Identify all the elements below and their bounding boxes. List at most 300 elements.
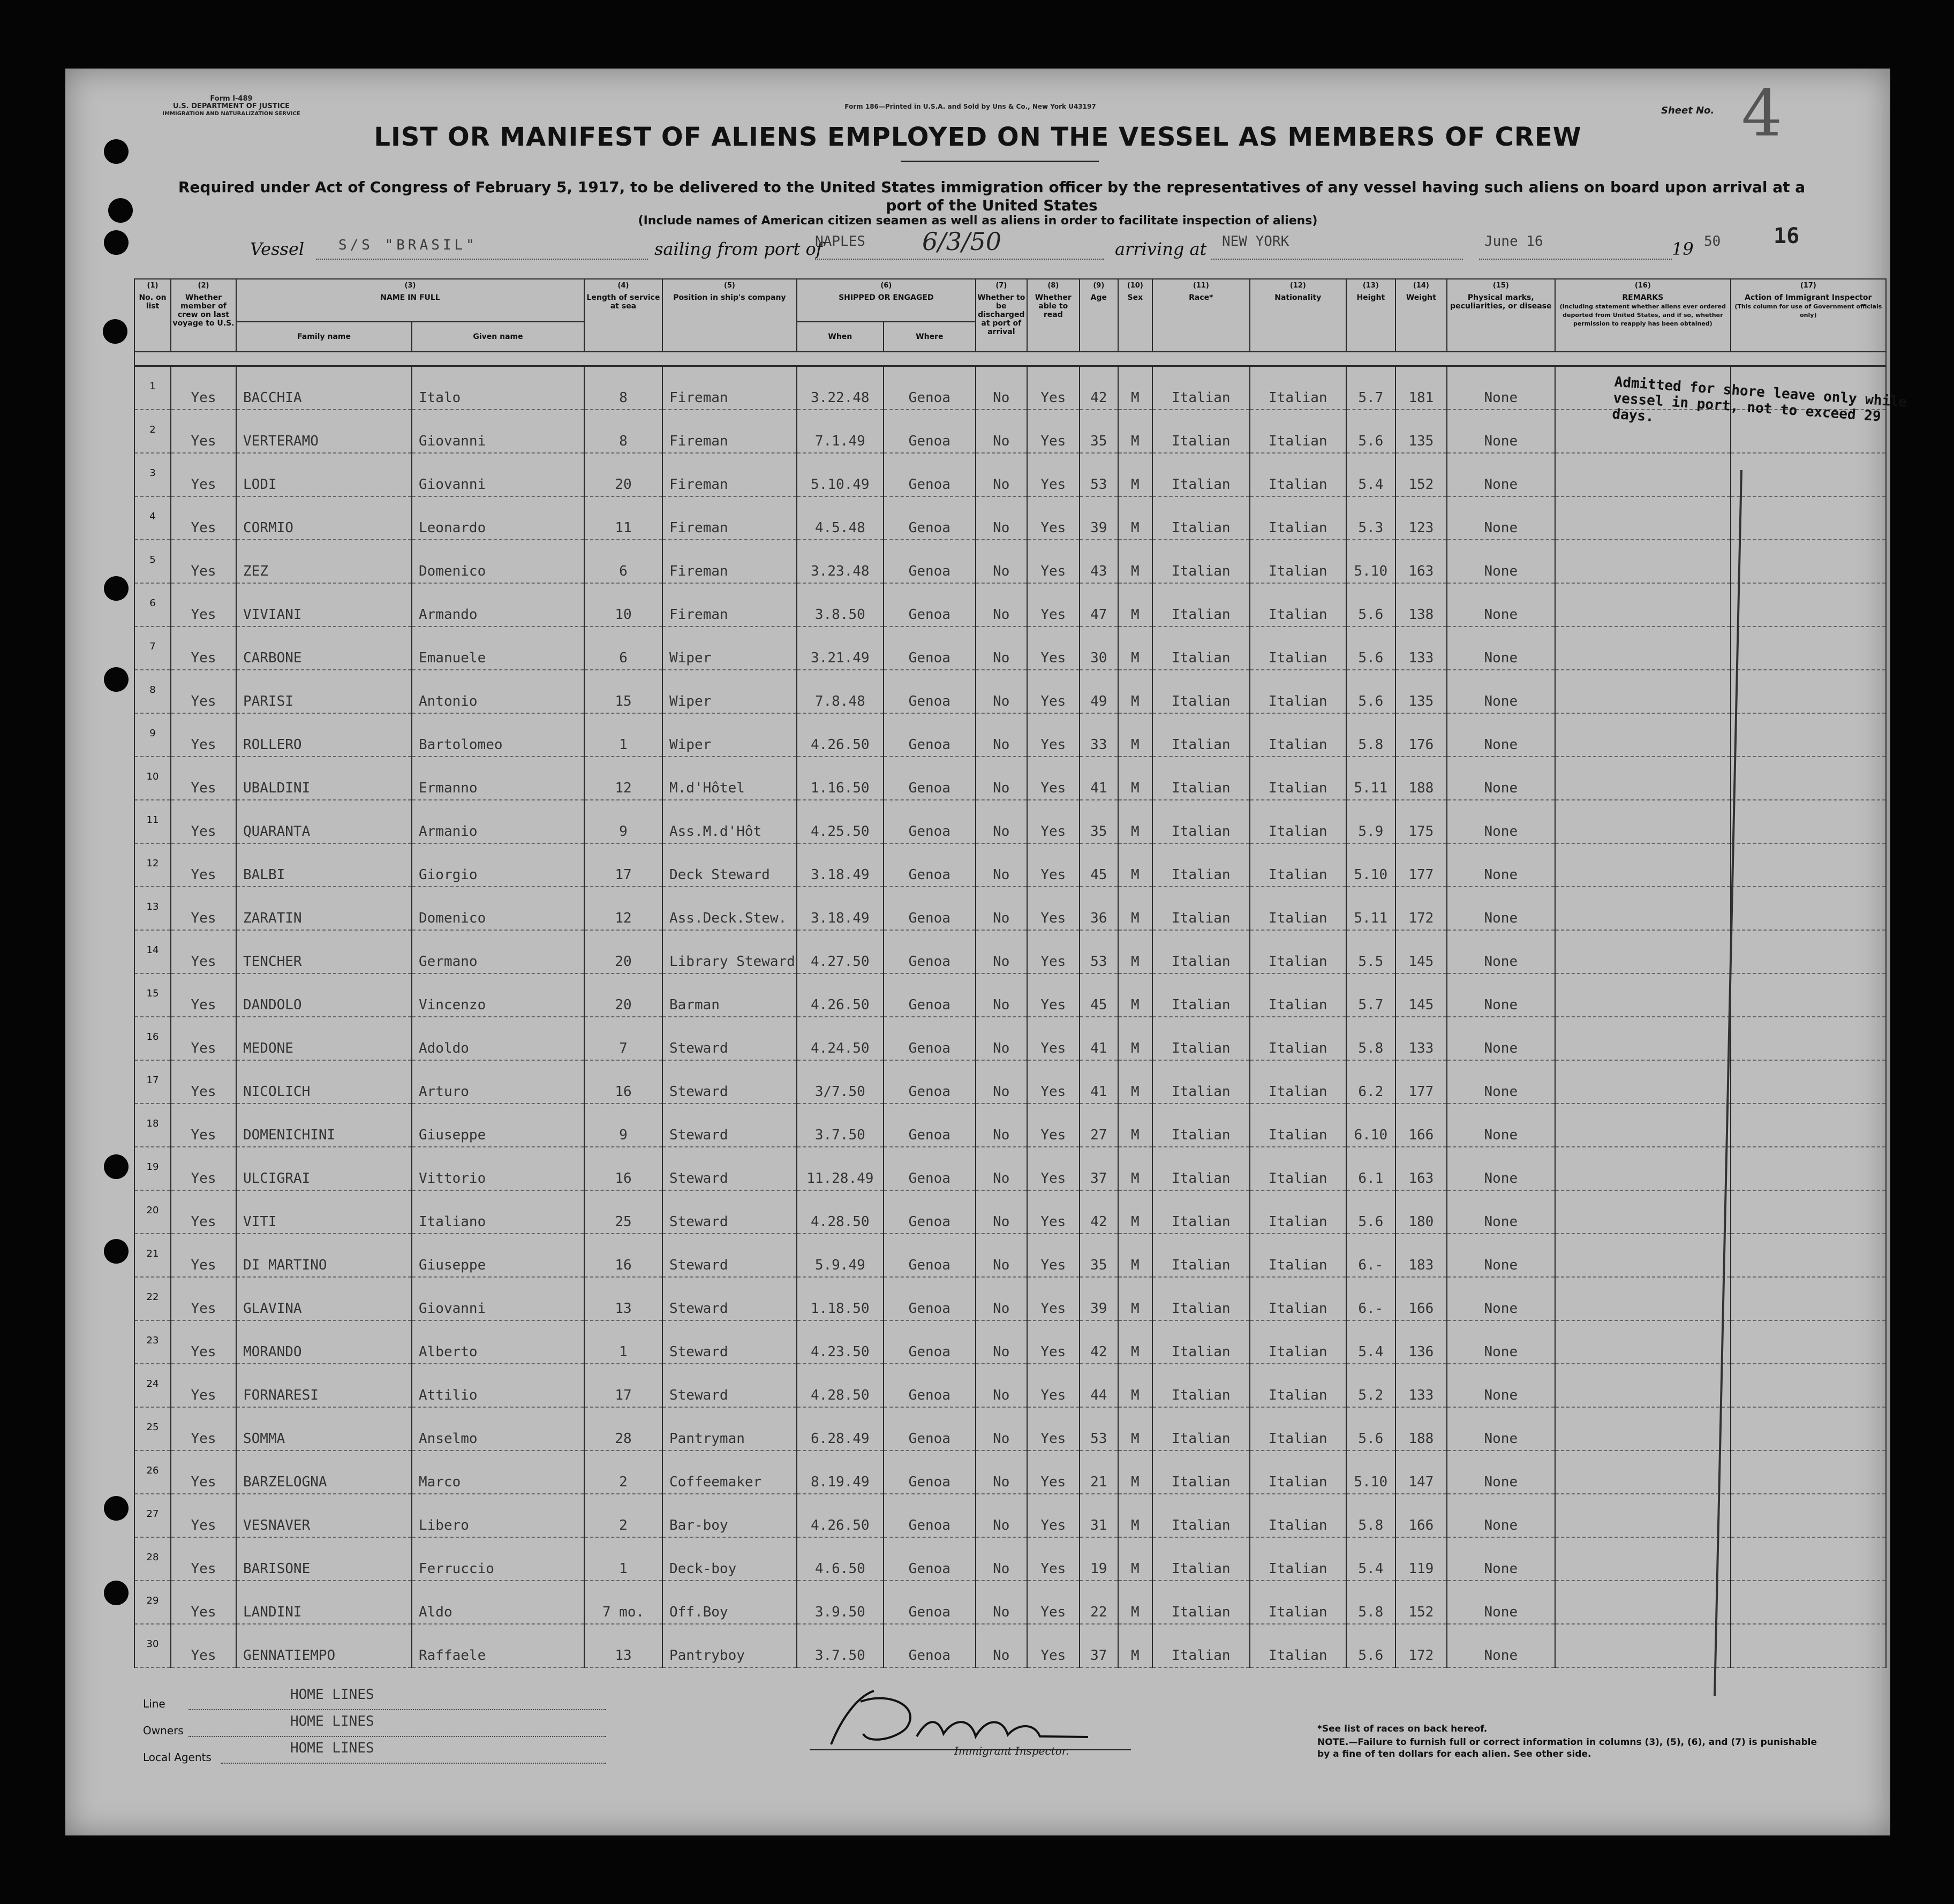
given-name-cell: Libero: [412, 1494, 584, 1537]
height-cell: 5.8: [1346, 713, 1395, 757]
row-number: 25: [134, 1407, 171, 1450]
discharged-cell: No: [976, 1017, 1027, 1060]
inspector-action-cell: [1731, 1104, 1886, 1147]
shipped-when-cell: 3.18.49: [797, 843, 884, 887]
physical-marks-cell: None: [1447, 800, 1555, 843]
remarks-cell: [1555, 496, 1731, 540]
position-cell: Fireman: [662, 453, 797, 496]
discharged-cell: No: [976, 626, 1027, 670]
age-cell: 37: [1080, 1147, 1118, 1190]
position-cell: Steward: [662, 1364, 797, 1407]
col-header-family-name: Family name: [236, 322, 412, 352]
race-cell: Italian: [1152, 1364, 1250, 1407]
shipped-where-cell: Genoa: [884, 973, 976, 1017]
family-name-cell: QUARANTA: [236, 800, 412, 843]
service-length-cell: 13: [584, 1277, 662, 1320]
last-voyage-cell: Yes: [171, 757, 236, 800]
physical-marks-cell: None: [1447, 887, 1555, 930]
discharged-cell: No: [976, 1581, 1027, 1624]
last-voyage-cell: Yes: [171, 670, 236, 713]
shipped-where-cell: Genoa: [884, 1060, 976, 1104]
remarks-cell: [1555, 843, 1731, 887]
given-name-cell: Giorgio: [412, 843, 584, 887]
shipped-when-cell: 8.19.49: [797, 1450, 884, 1494]
last-voyage-cell: Yes: [171, 496, 236, 540]
sex-cell: M: [1118, 973, 1152, 1017]
race-cell: Italian: [1152, 496, 1250, 540]
sex-cell: M: [1118, 1147, 1152, 1190]
row-number: 27: [134, 1494, 171, 1537]
able-to-read-cell: Yes: [1027, 496, 1080, 540]
weight-cell: 136: [1395, 1320, 1447, 1364]
table-row: [134, 800, 1886, 843]
family-name-cell: DI MARTINO: [236, 1234, 412, 1277]
table-row: [134, 1581, 1886, 1624]
weight-cell: 181: [1395, 366, 1447, 410]
row-number: 29: [134, 1581, 171, 1624]
shipped-where-cell: Genoa: [884, 1190, 976, 1234]
nationality-cell: Italian: [1250, 1364, 1346, 1407]
sex-cell: M: [1118, 496, 1152, 540]
shipped-when-cell: 4.24.50: [797, 1017, 884, 1060]
shipped-where-cell: Genoa: [884, 930, 976, 973]
able-to-read-cell: Yes: [1027, 1624, 1080, 1667]
given-name-cell: Domenico: [412, 540, 584, 583]
shipped-when-cell: 7.1.49: [797, 410, 884, 453]
sex-cell: M: [1118, 1624, 1152, 1667]
given-name-cell: Anselmo: [412, 1407, 584, 1450]
discharged-cell: No: [976, 843, 1027, 887]
remarks-cell: [1555, 1537, 1731, 1581]
family-name-cell: BARISONE: [236, 1537, 412, 1581]
able-to-read-cell: Yes: [1027, 1494, 1080, 1537]
col-header-discharged: (7) Whether to be discharged at port of arrival: [976, 279, 1027, 352]
service-length-cell: 20: [584, 973, 662, 1017]
age-cell: 35: [1080, 410, 1118, 453]
row-number: 14: [134, 930, 171, 973]
discharged-cell: No: [976, 670, 1027, 713]
family-name-cell: MEDONE: [236, 1017, 412, 1060]
race-cell: Italian: [1152, 1581, 1250, 1624]
inspector-action-line: [1709, 470, 1752, 1702]
remarks-cell: [1555, 973, 1731, 1017]
family-name-cell: CARBONE: [236, 626, 412, 670]
physical-marks-cell: None: [1447, 453, 1555, 496]
discharged-cell: No: [976, 453, 1027, 496]
shipped-when-cell: 5.10.49: [797, 453, 884, 496]
discharged-cell: No: [976, 973, 1027, 1017]
remarks-cell: [1555, 583, 1731, 626]
sex-cell: M: [1118, 583, 1152, 626]
include-note: (Include names of American citizen seamen as well as aliens in order to facilitate inspection of aliens): [638, 214, 1318, 228]
nationality-cell: Italian: [1250, 1624, 1346, 1667]
race-cell: Italian: [1152, 800, 1250, 843]
position-cell: Steward: [662, 1190, 797, 1234]
given-name-cell: Aldo: [412, 1581, 584, 1624]
position-cell: Off.Boy: [662, 1581, 797, 1624]
shipped-where-cell: Genoa: [884, 1147, 976, 1190]
height-cell: 6.10: [1346, 1104, 1395, 1147]
sex-cell: M: [1118, 1581, 1152, 1624]
position-cell: Deck-boy: [662, 1537, 797, 1581]
given-name-cell: Raffaele: [412, 1624, 584, 1667]
date-dotted-line: [1479, 259, 1672, 260]
race-cell: Italian: [1152, 930, 1250, 973]
shipped-where-cell: Genoa: [884, 1104, 976, 1147]
row-number: 17: [134, 1060, 171, 1104]
position-cell: Steward: [662, 1277, 797, 1320]
sex-cell: M: [1118, 1407, 1152, 1450]
vessel-dotted-line: [316, 259, 648, 260]
weight-cell: 180: [1395, 1190, 1447, 1234]
agents-value: HOME LINES: [290, 1740, 374, 1756]
discharged-cell: No: [976, 496, 1027, 540]
service-length-cell: 8: [584, 410, 662, 453]
sex-cell: M: [1118, 626, 1152, 670]
race-cell: Italian: [1152, 1537, 1250, 1581]
table-row: [134, 1190, 1886, 1234]
shipped-where-cell: Genoa: [884, 1364, 976, 1407]
family-name-cell: BALBI: [236, 843, 412, 887]
sex-cell: M: [1118, 1537, 1152, 1581]
shipped-when-cell: 3.9.50: [797, 1581, 884, 1624]
able-to-read-cell: Yes: [1027, 366, 1080, 410]
sex-cell: M: [1118, 713, 1152, 757]
owners-label: Owners: [143, 1724, 184, 1737]
sheet-number: 4: [1741, 77, 1783, 151]
shipped-where-cell: Genoa: [884, 626, 976, 670]
remarks-cell: [1555, 1234, 1731, 1277]
remarks-cell: [1555, 1320, 1731, 1364]
nationality-cell: Italian: [1250, 1017, 1346, 1060]
able-to-read-cell: Yes: [1027, 713, 1080, 757]
shipped-when-cell: 3.8.50: [797, 583, 884, 626]
sex-cell: M: [1118, 1277, 1152, 1320]
family-name-cell: TENCHER: [236, 930, 412, 973]
height-cell: 5.6: [1346, 1407, 1395, 1450]
inspector-action-cell: [1731, 713, 1886, 757]
race-cell: Italian: [1152, 1234, 1250, 1277]
nationality-cell: Italian: [1250, 540, 1346, 583]
remarks-cell: [1555, 540, 1731, 583]
able-to-read-cell: Yes: [1027, 1017, 1080, 1060]
row-number: 21: [134, 1234, 171, 1277]
handwritten-date: 6/3/50: [922, 227, 1002, 256]
sex-cell: M: [1118, 670, 1152, 713]
inspector-label: Immigrant Inspector.: [954, 1744, 1069, 1757]
manifest-sheet: [65, 69, 1908, 1835]
nationality-cell: Italian: [1250, 1494, 1346, 1537]
remarks-cell: [1555, 757, 1731, 800]
weight-cell: 147: [1395, 1450, 1447, 1494]
family-name-cell: BARZELOGNA: [236, 1450, 412, 1494]
able-to-read-cell: Yes: [1027, 1147, 1080, 1190]
shipped-when-cell: 11.28.49: [797, 1147, 884, 1190]
sex-cell: M: [1118, 1450, 1152, 1494]
last-voyage-cell: Yes: [171, 1104, 236, 1147]
remarks-cell: [1555, 800, 1731, 843]
nationality-cell: Italian: [1250, 1147, 1346, 1190]
table-row: [134, 1104, 1886, 1147]
line-label: Line: [143, 1697, 165, 1710]
inspector-action-cell: [1731, 887, 1886, 930]
age-cell: 30: [1080, 626, 1118, 670]
row-number: 22: [134, 1277, 171, 1320]
able-to-read-cell: Yes: [1027, 1234, 1080, 1277]
race-cell: Italian: [1152, 1190, 1250, 1234]
shipped-where-cell: Genoa: [884, 887, 976, 930]
last-voyage-cell: Yes: [171, 1364, 236, 1407]
service-length-cell: 1: [584, 1537, 662, 1581]
weight-cell: 163: [1395, 540, 1447, 583]
sex-cell: M: [1118, 1017, 1152, 1060]
service-length-cell: 1: [584, 1320, 662, 1364]
inspector-action-cell: [1731, 800, 1886, 843]
punch-hole: [104, 667, 129, 692]
sex-cell: M: [1118, 1190, 1152, 1234]
discharged-cell: No: [976, 1147, 1027, 1190]
able-to-read-cell: Yes: [1027, 1581, 1080, 1624]
given-name-cell: Marco: [412, 1450, 584, 1494]
crew-manifest-table: [134, 278, 1887, 1668]
remarks-cell: [1555, 1147, 1731, 1190]
family-name-cell: LANDINI: [236, 1581, 412, 1624]
physical-marks-cell: None: [1447, 1234, 1555, 1277]
nationality-cell: Italian: [1250, 1190, 1346, 1234]
nationality-cell: Italian: [1250, 1581, 1346, 1624]
last-voyage-cell: Yes: [171, 713, 236, 757]
service-length-cell: 2: [584, 1494, 662, 1537]
position-cell: Fireman: [662, 540, 797, 583]
punch-hole: [104, 1154, 129, 1179]
row-number: 7: [134, 626, 171, 670]
physical-marks-cell: None: [1447, 1624, 1555, 1667]
shipped-where-cell: Genoa: [884, 583, 976, 626]
row-number: 12: [134, 843, 171, 887]
weight-cell: 172: [1395, 887, 1447, 930]
family-name-cell: GLAVINA: [236, 1277, 412, 1320]
age-cell: 41: [1080, 1060, 1118, 1104]
physical-marks-cell: None: [1447, 713, 1555, 757]
discharged-cell: No: [976, 366, 1027, 410]
position-cell: Steward: [662, 1320, 797, 1364]
last-voyage-cell: Yes: [171, 1450, 236, 1494]
family-name-cell: DOMENICHINI: [236, 1104, 412, 1147]
race-cell: Italian: [1152, 1624, 1250, 1667]
form-department-block: [140, 95, 322, 118]
given-name-cell: Vittorio: [412, 1147, 584, 1190]
inspector-action-cell: [1731, 670, 1886, 713]
able-to-read-cell: Yes: [1027, 453, 1080, 496]
last-voyage-cell: Yes: [171, 1234, 236, 1277]
inspector-action-cell: [1731, 453, 1886, 496]
height-cell: 5.11: [1346, 887, 1395, 930]
given-name-cell: Leonardo: [412, 496, 584, 540]
last-voyage-cell: Yes: [171, 453, 236, 496]
table-row: [134, 1277, 1886, 1320]
discharged-cell: No: [976, 1234, 1027, 1277]
table-row: [134, 1624, 1886, 1667]
sex-cell: M: [1118, 1494, 1152, 1537]
position-cell: Deck Steward: [662, 843, 797, 887]
sex-cell: M: [1118, 366, 1152, 410]
race-cell: Italian: [1152, 713, 1250, 757]
service-length-cell: 25: [584, 1190, 662, 1234]
family-name-cell: MORANDO: [236, 1320, 412, 1364]
col-header-last-voyage: (2) Whether member of crew on last voyage to U.S.: [171, 279, 236, 352]
table-row: [134, 1147, 1886, 1190]
punch-hole: [104, 1239, 129, 1264]
shipped-where-cell: Genoa: [884, 713, 976, 757]
physical-marks-cell: None: [1447, 930, 1555, 973]
col-header-age: (9) Age: [1080, 279, 1118, 352]
discharged-cell: No: [976, 1060, 1027, 1104]
race-cell: Italian: [1152, 973, 1250, 1017]
page-title: LIST OR MANIFEST OF ALIENS EMPLOYED ON THE VESSEL AS MEMBERS OF CREW: [374, 122, 1582, 152]
row-number: 1: [134, 366, 171, 410]
table-row: [134, 757, 1886, 800]
sheet-label: Sheet No.: [1661, 105, 1715, 116]
table-row: [134, 1234, 1886, 1277]
weight-cell: 123: [1395, 496, 1447, 540]
able-to-read-cell: Yes: [1027, 626, 1080, 670]
shipped-when-cell: 4.28.50: [797, 1364, 884, 1407]
shipped-when-cell: 3.23.48: [797, 540, 884, 583]
height-cell: 5.6: [1346, 1624, 1395, 1667]
inspector-action-cell: [1731, 1017, 1886, 1060]
shipped-where-cell: Genoa: [884, 1581, 976, 1624]
able-to-read-cell: Yes: [1027, 1450, 1080, 1494]
owners-dotted: [188, 1736, 606, 1737]
position-cell: Pantryboy: [662, 1624, 797, 1667]
remarks-cell: [1555, 1581, 1731, 1624]
shipped-when-cell: 7.8.48: [797, 670, 884, 713]
nationality-cell: Italian: [1250, 757, 1346, 800]
position-cell: Barman: [662, 973, 797, 1017]
height-cell: 6.2: [1346, 1060, 1395, 1104]
given-name-cell: Attilio: [412, 1364, 584, 1407]
shipped-when-cell: 6.28.49: [797, 1407, 884, 1450]
table-row: [134, 930, 1886, 973]
physical-marks-cell: None: [1447, 1147, 1555, 1190]
nationality-cell: Italian: [1250, 1060, 1346, 1104]
given-name-cell: Germano: [412, 930, 584, 973]
race-cell: Italian: [1152, 453, 1250, 496]
age-cell: 44: [1080, 1364, 1118, 1407]
position-cell: Fireman: [662, 366, 797, 410]
discharged-cell: No: [976, 583, 1027, 626]
given-name-cell: Antonio: [412, 670, 584, 713]
inspector-action-cell: [1731, 1450, 1886, 1494]
discharged-cell: No: [976, 1320, 1027, 1364]
nationality-cell: Italian: [1250, 1104, 1346, 1147]
service-length-cell: 16: [584, 1147, 662, 1190]
agents-dotted: [221, 1763, 606, 1764]
age-cell: 45: [1080, 973, 1118, 1017]
age-cell: 39: [1080, 496, 1118, 540]
given-name-cell: Giuseppe: [412, 1104, 584, 1147]
family-name-cell: ULCIGRAI: [236, 1147, 412, 1190]
age-cell: 27: [1080, 1104, 1118, 1147]
nationality-cell: Italian: [1250, 496, 1346, 540]
row-number: 20: [134, 1190, 171, 1234]
form-id: Form I-489: [210, 95, 253, 103]
family-name-cell: LODI: [236, 453, 412, 496]
inspector-action-cell: [1731, 583, 1886, 626]
service-length-cell: 12: [584, 757, 662, 800]
col-header-service: (4) Length of service at sea: [584, 279, 662, 352]
race-cell: Italian: [1152, 410, 1250, 453]
port-to: NEW YORK: [1222, 233, 1289, 250]
row-number: 11: [134, 800, 171, 843]
remarks-cell: [1555, 930, 1731, 973]
race-cell: Italian: [1152, 540, 1250, 583]
race-cell: Italian: [1152, 583, 1250, 626]
inspector-action-cell: [1731, 1624, 1886, 1667]
physical-marks-cell: None: [1447, 366, 1555, 410]
service-length-cell: 9: [584, 1104, 662, 1147]
row-number: 15: [134, 973, 171, 1017]
last-voyage-cell: Yes: [171, 843, 236, 887]
family-name-cell: CORMIO: [236, 496, 412, 540]
physical-marks-cell: None: [1447, 1017, 1555, 1060]
remarks-cell: [1555, 1450, 1731, 1494]
weight-cell: 135: [1395, 670, 1447, 713]
arrival-month-day: June 16: [1484, 233, 1543, 250]
race-cell: Italian: [1152, 1017, 1250, 1060]
weight-cell: 152: [1395, 453, 1447, 496]
owners-value: HOME LINES: [290, 1713, 374, 1729]
service-length-cell: 11: [584, 496, 662, 540]
height-cell: 5.10: [1346, 540, 1395, 583]
inspector-action-cell: [1731, 1494, 1886, 1537]
table-row: [134, 1017, 1886, 1060]
discharged-cell: No: [976, 930, 1027, 973]
nationality-cell: Italian: [1250, 800, 1346, 843]
physical-marks-cell: None: [1447, 1537, 1555, 1581]
family-name-cell: VITI: [236, 1190, 412, 1234]
race-cell: Italian: [1152, 1147, 1250, 1190]
position-cell: Steward: [662, 1234, 797, 1277]
weight-cell: 145: [1395, 973, 1447, 1017]
shore-leave-stamp: Admitted for shore leave only while vessel in port, not to exceed 29 days.: [1611, 374, 1908, 425]
nationality-cell: Italian: [1250, 973, 1346, 1017]
shipped-when-cell: 4.27.50: [797, 930, 884, 973]
age-cell: 42: [1080, 1320, 1118, 1364]
last-voyage-cell: Yes: [171, 583, 236, 626]
age-cell: 53: [1080, 1407, 1118, 1450]
height-cell: 5.5: [1346, 930, 1395, 973]
family-name-cell: ROLLERO: [236, 713, 412, 757]
remarks-cell: [1555, 887, 1731, 930]
inspector-action-cell: [1731, 973, 1886, 1017]
physical-marks-cell: None: [1447, 410, 1555, 453]
race-cell: Italian: [1152, 1494, 1250, 1537]
table-row: [134, 1320, 1886, 1364]
nationality-cell: Italian: [1250, 1320, 1346, 1364]
row-number: 5: [134, 540, 171, 583]
shipped-where-cell: Genoa: [884, 1494, 976, 1537]
col-header-no: (1) No. on list: [134, 279, 171, 352]
table-row: [134, 843, 1886, 887]
discharged-cell: No: [976, 540, 1027, 583]
nationality-cell: Italian: [1250, 1537, 1346, 1581]
discharged-cell: No: [976, 1537, 1027, 1581]
age-cell: 41: [1080, 757, 1118, 800]
given-name-cell: Emanuele: [412, 626, 584, 670]
height-cell: 5.10: [1346, 1450, 1395, 1494]
able-to-read-cell: Yes: [1027, 800, 1080, 843]
